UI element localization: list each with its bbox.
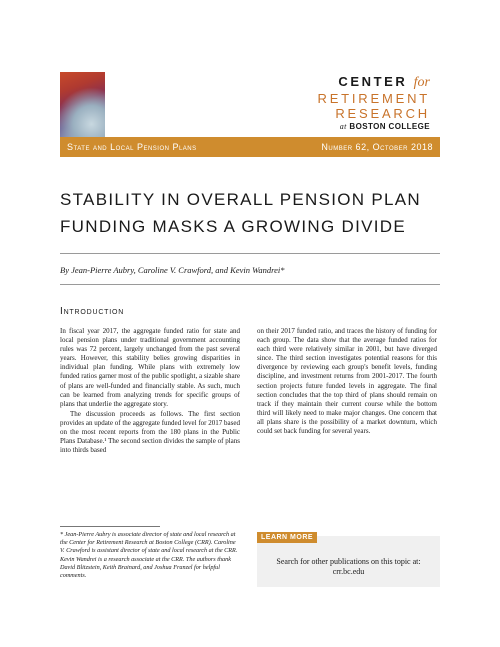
logo-for: for	[413, 75, 430, 90]
logo-center: CENTER	[338, 74, 408, 89]
body-paragraph: on their 2017 funded ratio, and traces the history of funding for each group. The data show that the average funded ratios for each third were relatively similar in 2001, but have diverged since. The third section investigates potential reasons for this divergence by reviewing each group's benefit levels, funding discipline, and investment returns from 2001-2017. The fourth section projects future funded levels in aggregate. The final section concludes that the top third of plans should remain on track if they maintain their current course while the bottom third will likely need to make major changes. One concern that all plans share is the possibility of a market downturn, which could set back funding for several years.	[257, 327, 437, 436]
body-paragraph: In fiscal year 2017, the aggregate funded ratio for state and local pension plans under traditional government accounting rules was 72 percent, largely unchanged from the past several years. However, this stability belies growing disparities in individual plan funding. While plans with extremely low funded ratios garner most of the public spotlight, a sizable share of plans are well-funded and financially stable. As such, much can be learned from analyzing trends for specific groups of plans that underlie the aggregate story.	[60, 327, 240, 408]
learn-more-tab: LEARN MORE	[257, 532, 317, 543]
author-footnote: * Jean-Pierre Aubry is associate director of state and local research at the Center for Retirement Research at Boston College (CRR). Caroline V. Crawford is assistant director of state and local research at the CRR. Kevin Wandrei is a research associate at the CRR. The authors thank David Blitzstein, Keith Brainard, and Joshua Franzel for helpful comments.	[60, 531, 238, 580]
page-title: STABILITY IN OVERALL PENSION PLAN FUNDING MASKS A GROWING DIVIDE	[60, 190, 421, 236]
logo-retirement: RETIREMENT	[317, 91, 430, 106]
learn-more-box	[257, 536, 440, 587]
logo-at: at	[339, 122, 347, 131]
crr-logo	[318, 74, 431, 131]
series-name: State and Local Pension Plans	[67, 142, 197, 152]
header-photo	[60, 72, 105, 137]
learn-more-text: Search for other publications on this topic at:	[276, 557, 421, 566]
title-divider	[60, 253, 440, 254]
learn-more-link[interactable]: crr.bc.edu	[332, 567, 365, 576]
authors-divider	[60, 284, 440, 285]
authors-line: By Jean-Pierre Aubry, Caroline V. Crawford, and Kevin Wandrei*	[60, 265, 285, 275]
issue-number: Number 62, October 2018	[321, 142, 433, 152]
logo-boston-college: BOSTON COLLEGE	[349, 122, 430, 131]
footnote-divider	[60, 526, 160, 527]
body-column-right	[257, 327, 437, 437]
logo-research: RESEARCH	[335, 106, 430, 121]
body-column-left	[60, 327, 240, 456]
section-heading-introduction: Introduction	[60, 306, 125, 317]
body-paragraph: The discussion proceeds as follows. The first section provides an update of the aggregate funded level for 2017 based on the most recent reports from the 180 plans in the Public Plans Database.¹ The second section divides the sample of plans into thirds based	[60, 409, 240, 455]
series-band	[60, 137, 440, 157]
